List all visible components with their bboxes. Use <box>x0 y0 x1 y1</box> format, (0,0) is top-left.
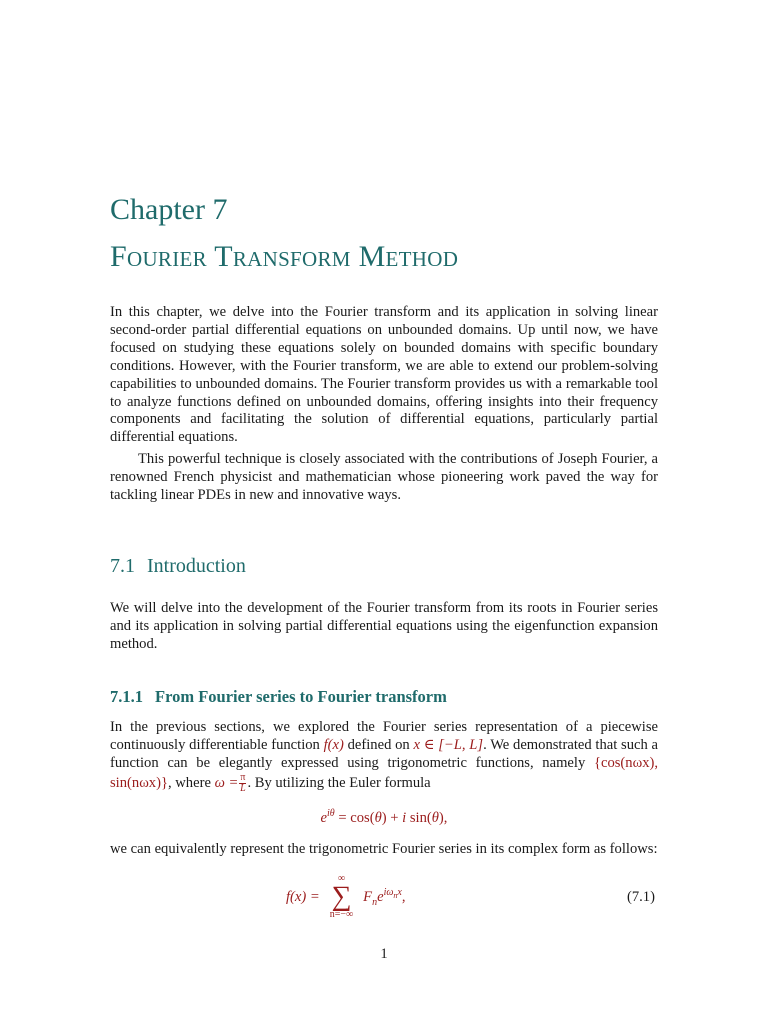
sum-lhs: f(x) = <box>286 888 320 905</box>
section-paragraph: We will delve into the development of the Fourier transform from its roots in Fourier series and its application in solving partial differential equations using the eigenfunction expansion method. <box>110 600 658 652</box>
text-run: . We demonstrated that such a function can be elegantly expressed using trigonometric functions, namely <box>110 736 658 771</box>
math-fx: f(x) <box>323 736 344 753</box>
summation <box>330 874 353 920</box>
section-heading <box>110 555 246 578</box>
sum-upper-limit: ∞ <box>337 873 346 884</box>
chapter-number: Chapter 7 <box>110 193 228 226</box>
math-pi-over-L <box>239 773 246 794</box>
intro-paragraph-2: This powerful technique is closely associated with the contributions of Joseph Fourier, a renowned French physicist and mathematician whose pioneering work paved the way for tackling linear PDEs in new and innovative ways. <box>110 451 658 503</box>
chapter-title: Fourier Transform Method <box>110 240 459 273</box>
frac-denominator: L <box>240 782 246 794</box>
page-number: 1 <box>380 946 388 962</box>
subsection-heading <box>110 687 447 707</box>
euler-formula: $e^{i\theta} = \cos(\theta) + i$ sin(θ), <box>320 808 448 826</box>
text-run: In the previous sections, we explored the Fourier series representation of a piecewise continuously differentiable function <box>110 719 658 753</box>
frac-numerator: π <box>240 771 246 783</box>
section-title: Introduction <box>147 555 246 577</box>
section-number: 7.1 <box>110 555 135 577</box>
after-euler-paragraph: we can equivalently represent the trigonometric Fourier series in its complex form as follows: <box>110 841 658 857</box>
text-run: . By utilizing the Euler formula <box>247 774 431 791</box>
text-run: defined on <box>343 736 414 753</box>
fourier-series-equation <box>286 869 406 925</box>
math-trig-set: {cos(nωx), sin(nωx)} <box>110 754 658 791</box>
subsection-number: 7.1.1 <box>110 687 143 706</box>
sum-lower-limit: n=−∞ <box>329 909 354 920</box>
subsection-paragraph <box>110 719 658 794</box>
equation-label: (7.1) <box>627 889 655 905</box>
math-omega: ω = <box>214 774 239 791</box>
intro-paragraph-1: In this chapter, we delve into the Fourier transform and its application in solving linear second-order partial differential equations on unbounded domains. Up until now, we have focused on studying these equations solely on bounded domains with specific boundary conditions. However, with the Fourier transform, we are able to extend our problem-solving capabilities to unbounded domains. The Fourier transform provides us with a remarkable tool to analyze functions defined on unbounded domains, offering insights into their frequency components and facilitating the solution of differential equations, particularly partial differential equations. <box>110 304 658 446</box>
subsection-title: From Fourier series to Fourier transform <box>155 687 447 706</box>
sum-rhs: $F_ne^{i\omega_nx}$, <box>363 886 406 908</box>
text-run: , where <box>167 774 215 791</box>
math-interval: x ∈ [−L, L] <box>413 736 484 753</box>
sigma-symbol: ∑ <box>331 881 352 912</box>
